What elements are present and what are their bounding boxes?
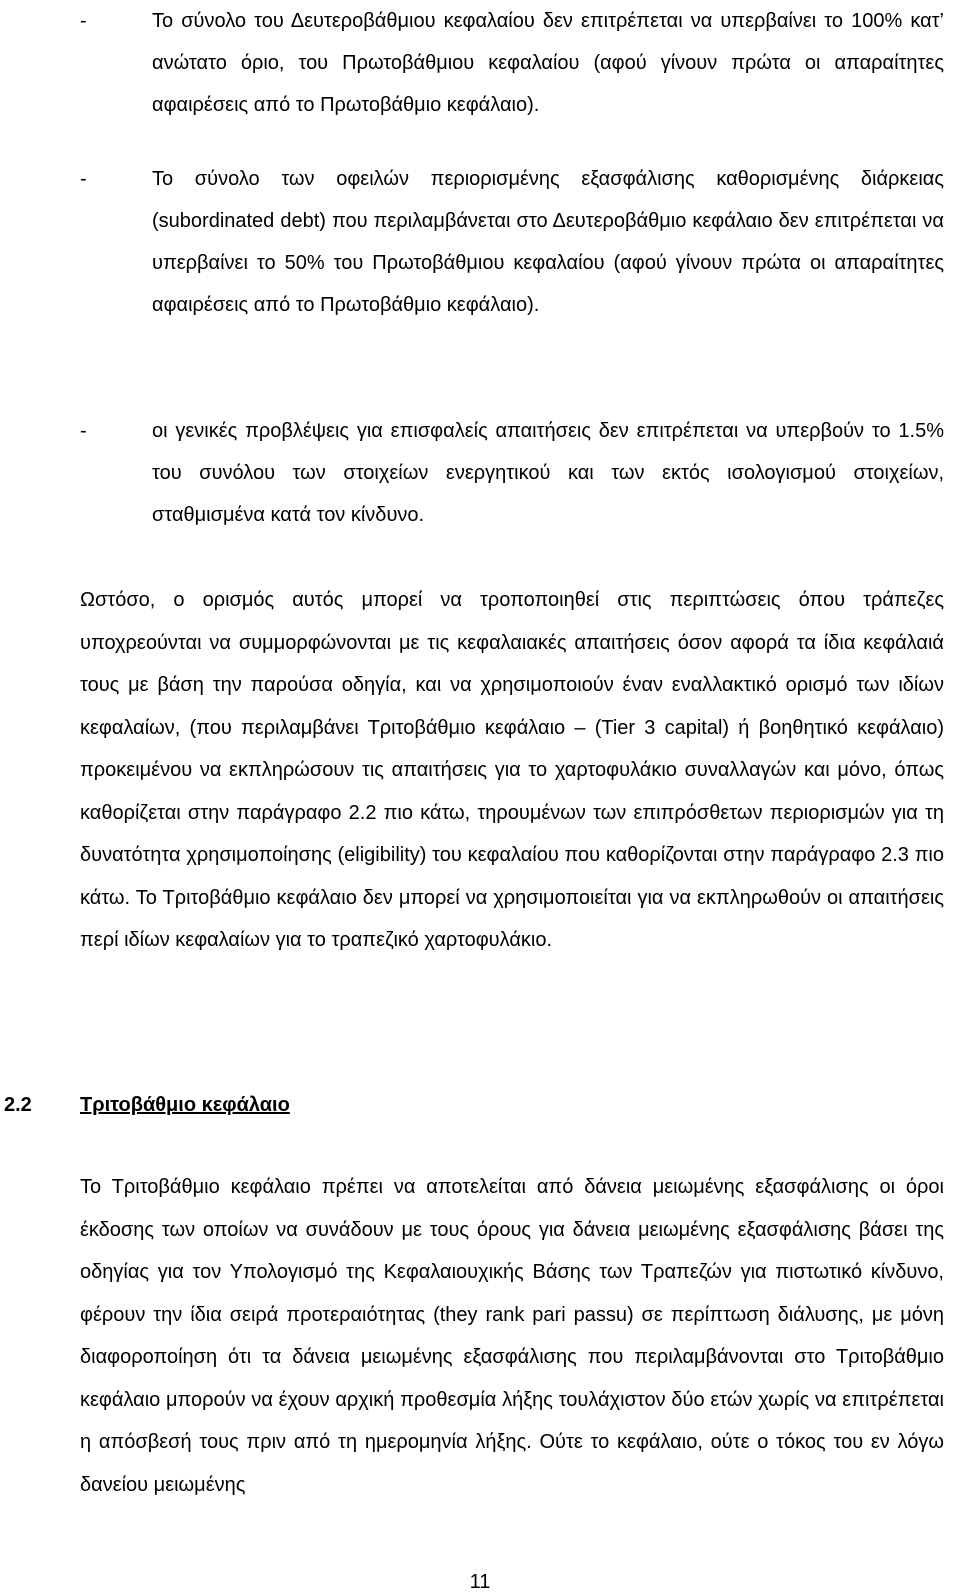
list-dash: - (80, 168, 87, 190)
list-item-text: Το σύνολο των οφειλών περιορισμένης εξασφάλισης καθορισμένης διάρκειας (subordinated debt) που περιλαμβάνεται στο Δευτεροβάθμιο κεφάλαιο δεν επιτρέπεται να υπερβαίνει το 50% του Πρωτοβάθμιου κεφαλαίου (αφού γίνουν πρώτα οι απαραίτητες αφαιρέσεις από το Πρωτοβάθμιο κεφάλαιο). (152, 168, 944, 316)
list-item-text: οι γενικές προβλέψεις για επισφαλείς απαιτήσεις δεν επιτρέπεται να υπερβούν το 1.5% του συνόλου των στοιχείων ενεργητικού και των εκτός ισολογισμού στοιχείων, σταθμισμένα κατά τον κίνδυνο. (152, 420, 944, 526)
list-dash: - (80, 10, 87, 32)
page-number: 11 (469, 1571, 491, 1593)
section-heading (0, 1084, 960, 1126)
section-title: Τριτοβάθμιο κεφάλαιο (80, 1094, 290, 1116)
list-item-text: Το σύνολο του Δευτεροβάθμιου κεφαλαίου δεν επιτρέπεται να υπερβαίνει το 100% κατ’ ανώτατο όριο, του Πρωτοβάθμιου κεφαλαίου (αφού γίνουν πρώτα οι απαραίτητες αφαιρέσεις από το Πρωτοβάθμιο κεφάλαιο). (152, 10, 944, 116)
body-paragraph: Ωστόσο, ο ορισμός αυτός μπορεί να τροποποιηθεί στις περιπτώσεις όπου τράπεζες υποχρεούνται να συμμορφώνονται με τις κεφαλαιακές απαιτήσεις όσον αφορά τα ίδια κεφάλαιά τους με βάση την παρούσα οδηγία, και να χρησιμοποιούν έναν εναλλακτικό ορισμό των ιδίων κεφαλαίων, (που περιλαμβάνει Τριτοβάθμιο κεφάλαιο – (Tier 3 capital) ή βοηθητικό κεφάλαιο) προκειμένου να εκπληρώσουν τις απαιτήσεις για το χαρτοφυλάκιο συναλλαγών και μόνο, όπως καθορίζεται στην παράγραφο 2.2 πιο κάτω, τηρουμένων των επιπρόσθετων περιορισμών για τη δυνατότητα χρησιμοποίησης (eligibility) του κεφαλαίου που καθορίζονται στην παράγραφο 2.3 πιο κάτω. Το Τριτοβάθμιο κεφάλαιο δεν μπορεί να χρησιμοποιείται για να εκπληρωθούν οι απαιτήσεις περί ιδίων κεφαλαίων για το τραπεζικό χαρτοφυλάκιο. (80, 589, 944, 951)
list-dash: - (80, 420, 87, 442)
body-paragraph: Το Τριτοβάθμιο κεφάλαιο πρέπει να αποτελείται από δάνεια μειωμένης εξασφάλισης οι όροι έκδοσης των οποίων να συνάδουν με τους όρους για δάνεια μειωμένης εξασφάλισης βάσει της οδηγίας για τον Υπολογισμό της Κεφαλαιουχικής Βάσης των Τραπεζών για πιστωτικό κίνδυνο, φέρουν την ίδια σειρά προτεραιότητας (they rank pari passu) σε περίπτωση διάλυσης, με μόνη διαφοροποίηση ότι τα δάνεια μειωμένης εξασφάλισης που περιλαμβάνονται στο Τριτοβάθμιο κεφάλαιο μπορούν να έχουν αρχική προθεσμία λήξης τουλάχιστον δύο ετών χωρίς να επιτρέπεται η απόσβεσή τους πριν από τη ημερομηνία λήξης. Ούτε το κεφάλαιο, ούτε ο τόκος του εν λόγω δανείου μειωμένης (80, 1176, 944, 1496)
section-number: 2.2 (4, 1094, 32, 1116)
